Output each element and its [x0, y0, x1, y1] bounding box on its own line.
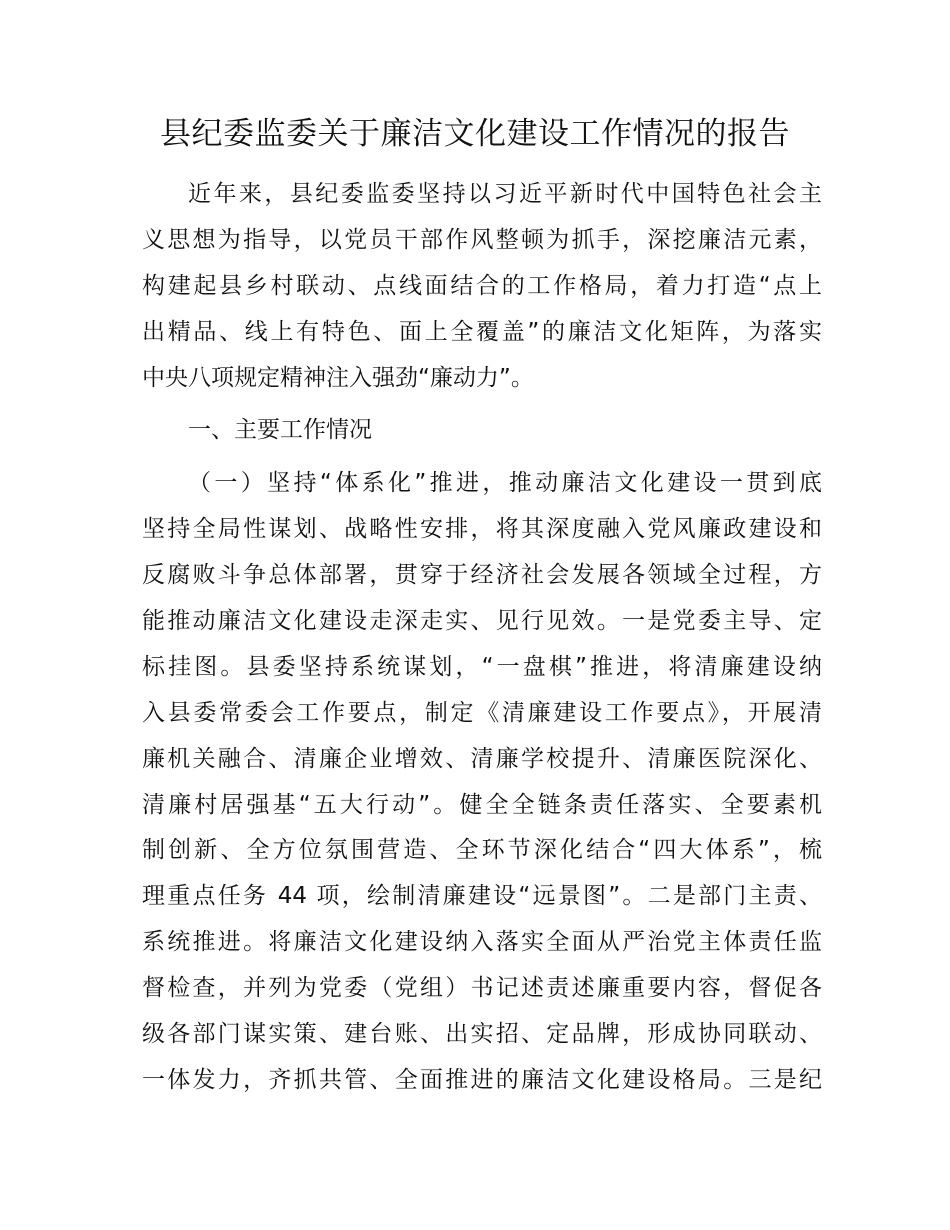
section-line: 级各部门谋实策、建台账、出实招、定品牌，形成协同联动、 — [142, 1021, 822, 1048]
section-line: 制创新、全方位氛围营造、全环节深化结合“四大体系”，梳 — [142, 837, 822, 864]
section-line: 标挂图。县委坚持系统谋划，“一盘棋”推进，将清廉建设纳 — [142, 653, 822, 680]
intro-line: 出精品、线上有特色、面上全覆盖”的廉洁文化矩阵，为落实 — [142, 318, 822, 345]
section-line: 廉机关融合、清廉企业增效、清廉学校提升、清廉医院深化、 — [142, 745, 822, 772]
document-body — [142, 172, 822, 1104]
intro-line: 中央八项规定精神注入强劲“廉动力”。 — [142, 364, 534, 391]
section-line: 反腐败斗争总体部署，贯穿于经济社会发展各领域全过程，方 — [142, 562, 822, 589]
paragraph-gap — [142, 454, 822, 461]
paragraph-gap — [142, 401, 822, 408]
document-title: 县纪委监委关于廉洁文化建设工作情况的报告 — [160, 116, 790, 152]
section-line: 坚持全局性谋划、战略性安排，将其深度融入党风廉政建设和 — [142, 516, 822, 543]
section-line: 一体发力，齐抓共管、全面推进的廉洁文化建设格局。三是纪 — [142, 1066, 822, 1093]
section-line: （一）坚持“体系化”推进，推动廉洁文化建设一贯到底 — [188, 470, 822, 497]
intro-line: 构建起县乡村联动、点线面结合的工作格局，着力打造“点上 — [142, 272, 822, 299]
section-line: 理重点任务 44 项，绘制清廉建设“远景图”。二是部门主责、 — [142, 883, 822, 910]
intro-line: 义思想为指导，以党员干部作风整顿为抓手，深挖廉洁元素， — [142, 226, 822, 253]
intro-line: 近年来，县纪委监委坚持以习近平新时代中国特色社会主 — [188, 181, 822, 207]
section-line: 入县委常委会工作要点，制定《清廉建设工作要点》，开展清 — [142, 699, 822, 726]
section-line: 能推动廉洁文化建设走深走实、见行见效。一是党委主导、定 — [142, 608, 822, 635]
section-heading: 一、主要工作情况 — [188, 417, 372, 444]
section-line: 清廉村居强基“五大行动”。健全全链条责任落实、全要素机 — [142, 791, 822, 818]
section-line: 系统推进。将廉洁文化建设纳入落实全面从严治党主体责任监 — [142, 929, 822, 956]
section-line: 督检查，并列为党委（党组）书记述责述廉重要内容，督促各 — [142, 975, 822, 1002]
